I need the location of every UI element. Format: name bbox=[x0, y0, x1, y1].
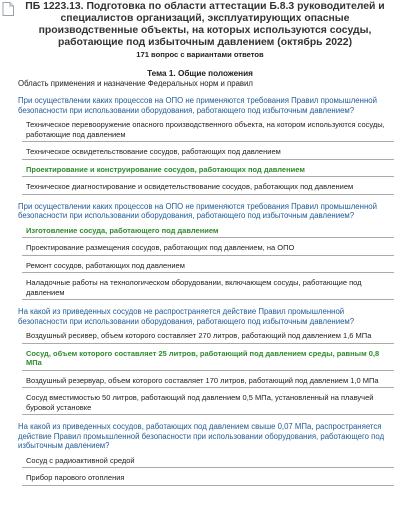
question-text: При осуществлении каких процессов на ОПО не применяются требования Правил промышленной безопасности при использовании оборудования, работающего под избыточным давлением? bbox=[18, 201, 377, 220]
answer-list bbox=[22, 454, 394, 486]
question-block bbox=[0, 202, 400, 301]
question-text: На какой из приведенных сосудов, работающих под давлением свыше 0,07 МПа, распространяется действие Правил промышленной безопасности при использовании оборудования, работающего под избыточным давлением? bbox=[18, 422, 385, 450]
answer-option: Сосуд с радиоактивной средой bbox=[22, 454, 394, 469]
answer-option: Проектирование размещения сосудов, работающих под давлением, на ОПО bbox=[22, 241, 394, 256]
answer-list bbox=[22, 329, 394, 415]
question-block bbox=[0, 307, 400, 415]
answer-option: Воздушный резервуар, объем которого составляет 170 литров, работающий под давлением 1,0 МПа bbox=[22, 374, 394, 389]
question-text: На какой из приведенных сосудов не распространяется действие Правил промышленной безопасности при использовании оборудования, работающего под избыточным давлением? bbox=[18, 307, 355, 326]
answer-option: Ремонт сосудов, работающих под давлением bbox=[22, 259, 394, 274]
document-icon bbox=[2, 2, 14, 16]
question-block bbox=[0, 422, 400, 486]
answer-option: Техническое перевооружение опасного производственного объекта, на котором используются сосуды, работающие под давлением bbox=[22, 118, 394, 142]
question-block bbox=[0, 96, 400, 195]
document-subtitle: 171 вопрос с вариантами ответов bbox=[136, 50, 264, 59]
answer-option: Техническое освидетельствование сосудов, работающих под давлением bbox=[22, 145, 394, 160]
topic-title: Тема 1. Общие положения bbox=[147, 69, 253, 78]
correct-answer-option: Проектирование и конструирование сосудов, работающих под давлением bbox=[22, 163, 394, 178]
question-text: При осуществлении каких процессов на ОПО не применяются требования Правил промышленной безопасности при использовании оборудования, работающего под избыточным давлением? bbox=[18, 96, 377, 115]
correct-answer-option: Сосуд, объем которого составляет 25 литров, работающий под давлением среды, равным 0,8 МПа bbox=[22, 347, 394, 371]
answer-option: Техническое диагностирование и освидетельствование сосудов, работающих под давлением bbox=[22, 180, 394, 195]
answer-list bbox=[22, 118, 394, 195]
topic-subtitle: Область применения и назначение Федеральных норм и правил bbox=[18, 79, 253, 88]
answer-option: Воздушный ресивер, объем которого составляет 270 литров, работающий под давлением 1,6 МПа bbox=[22, 329, 394, 344]
answer-option: Наладочные работы на технологическом оборудовании, включающем сосуды, работающие под давлением bbox=[22, 276, 394, 300]
answer-option: Прибор парового отопления bbox=[22, 471, 394, 486]
answer-list bbox=[22, 224, 394, 301]
answer-option: Сосуд вместимостью 50 литров, работающий под давлением 0,5 МПа, установленный на плавучей буровой установке bbox=[22, 391, 394, 415]
document-title: ПБ 1223.13. Подготовка по области аттестации Б.8.3 руководителей и специалистов организаций, эксплуатирующих опасные производственные объекты, на которых используются сосуды, работающие под избыточным давлением (октябрь 2022) bbox=[25, 1, 385, 48]
correct-answer-option: Изготовление сосуда, работающего под давлением bbox=[22, 224, 394, 239]
